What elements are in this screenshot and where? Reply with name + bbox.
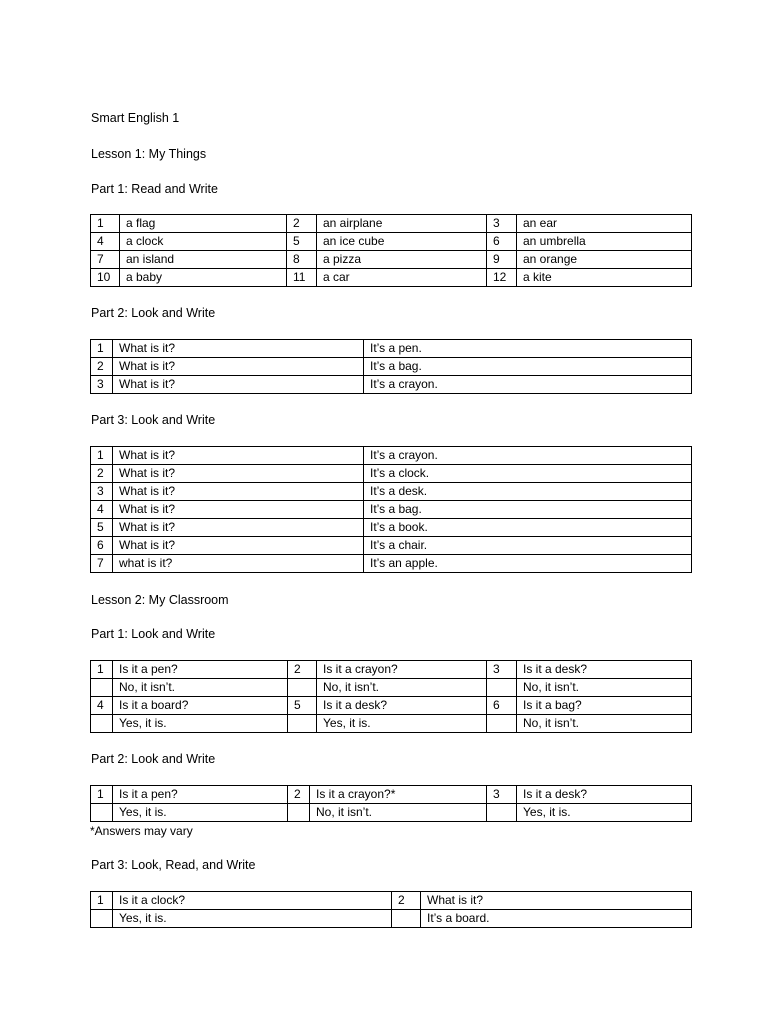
lesson1-part1-heading: Part 1: Read and Write [91, 182, 218, 196]
lesson2-heading: Lesson 2: My Classroom [91, 593, 229, 607]
table-cell: Is it a desk? [317, 697, 487, 715]
table-cell: No, it isn’t. [517, 715, 692, 733]
table-cell: Yes, it is. [113, 715, 288, 733]
lesson1-part3-table [90, 446, 692, 573]
table-cell: 10 [91, 269, 120, 287]
table-row [91, 447, 692, 465]
table-row [91, 358, 692, 376]
table-row [91, 519, 692, 537]
table-cell: 2 [392, 892, 421, 910]
table-cell: It’s a book. [364, 519, 692, 537]
table-cell: a baby [120, 269, 287, 287]
table-cell: Is it a desk? [517, 786, 692, 804]
table-cell: It’s an apple. [364, 555, 692, 573]
table-cell: What is it? [113, 340, 364, 358]
table-cell [487, 715, 517, 733]
table-cell: 2 [91, 358, 113, 376]
table-cell: a kite [517, 269, 692, 287]
table-cell: 2 [91, 465, 113, 483]
table-cell: 3 [487, 661, 517, 679]
table-cell: Is it a pen? [113, 786, 288, 804]
table-cell: Is it a bag? [517, 697, 692, 715]
table-row [91, 537, 692, 555]
table-cell: Is it a clock? [113, 892, 392, 910]
l1p1-body [91, 215, 692, 287]
table-cell: 3 [91, 376, 113, 394]
table-cell: 9 [487, 251, 517, 269]
table-cell: It’s a bag. [364, 501, 692, 519]
table-cell: 3 [91, 483, 113, 501]
table-cell: No, it isn’t. [317, 679, 487, 697]
table-cell: 5 [91, 519, 113, 537]
table-cell: 1 [91, 215, 120, 233]
lesson2-part1-table [90, 660, 692, 733]
table-cell: 4 [91, 501, 113, 519]
table-row [91, 340, 692, 358]
table-cell: 3 [487, 215, 517, 233]
lesson2-part2-heading: Part 2: Look and Write [91, 752, 216, 766]
table-row [91, 483, 692, 501]
table-row [91, 269, 692, 287]
table-cell: a pizza [317, 251, 487, 269]
table-cell: 7 [91, 555, 113, 573]
table-cell: What is it? [113, 358, 364, 376]
table-row [91, 786, 692, 804]
table-cell: What is it? [113, 447, 364, 465]
table-cell: No, it isn’t. [310, 804, 487, 822]
table-cell: a car [317, 269, 487, 287]
table-row [91, 555, 692, 573]
table-cell: an airplane [317, 215, 487, 233]
table-cell: 6 [487, 233, 517, 251]
l1p3-body [91, 447, 692, 573]
table-cell [91, 715, 113, 733]
table-row [91, 215, 692, 233]
table-cell: It’s a pen. [364, 340, 692, 358]
table-cell [288, 715, 317, 733]
table-cell: 11 [287, 269, 317, 287]
table-cell: 4 [91, 233, 120, 251]
table-cell: What is it? [113, 376, 364, 394]
table-cell: 6 [487, 697, 517, 715]
table-cell: Is it a crayon?* [310, 786, 487, 804]
table-cell: 2 [287, 215, 317, 233]
table-cell: 4 [91, 697, 113, 715]
table-cell [91, 679, 113, 697]
table-cell: What is it? [113, 501, 364, 519]
lesson1-heading: Lesson 1: My Things [91, 147, 207, 161]
table-cell: Is it a desk? [517, 661, 692, 679]
table-cell: 7 [91, 251, 120, 269]
table-cell: 1 [91, 786, 113, 804]
l2p3-body [91, 892, 692, 928]
table-row [91, 376, 692, 394]
table-cell: Yes, it is. [113, 910, 392, 928]
table-cell: an ice cube [317, 233, 487, 251]
l2p1-body [91, 661, 692, 733]
table-cell: 1 [91, 892, 113, 910]
table-cell: Yes, it is. [517, 804, 692, 822]
table-row [91, 804, 692, 822]
table-cell: It’s a crayon. [364, 447, 692, 465]
table-row [91, 501, 692, 519]
table-row [91, 715, 692, 733]
table-cell: Is it a board? [113, 697, 288, 715]
table-row [91, 251, 692, 269]
table-cell: What is it? [113, 465, 364, 483]
document-title: Smart English 1 [91, 111, 180, 125]
l1p2-body [91, 340, 692, 394]
table-cell: an ear [517, 215, 692, 233]
table-row [91, 233, 692, 251]
lesson1-part1-table [90, 214, 692, 287]
table-cell: an island [120, 251, 287, 269]
table-row [91, 697, 692, 715]
table-row [91, 910, 692, 928]
table-cell: 8 [287, 251, 317, 269]
table-cell [487, 679, 517, 697]
lesson2-part3-table [90, 891, 692, 928]
table-cell: It’s a crayon. [364, 376, 692, 394]
table-cell: 5 [287, 233, 317, 251]
table-cell: an umbrella [517, 233, 692, 251]
table-cell: what is it? [113, 555, 364, 573]
l2p2-body [91, 786, 692, 822]
table-cell: 1 [91, 447, 113, 465]
table-cell: What is it? [113, 519, 364, 537]
lesson2-part2-table [90, 785, 692, 822]
lesson1-part3-heading: Part 3: Look and Write [91, 413, 216, 427]
table-cell: 12 [487, 269, 517, 287]
table-row [91, 661, 692, 679]
table-cell: It’s a clock. [364, 465, 692, 483]
table-cell: Is it a crayon? [317, 661, 487, 679]
table-row [91, 892, 692, 910]
table-cell: 2 [288, 786, 310, 804]
table-cell: 1 [91, 661, 113, 679]
table-cell: It’s a desk. [364, 483, 692, 501]
table-cell: What is it? [113, 483, 364, 501]
table-cell: 5 [288, 697, 317, 715]
table-cell: No, it isn’t. [517, 679, 692, 697]
lesson2-part1-heading: Part 1: Look and Write [91, 627, 216, 641]
lesson1-part2-table [90, 339, 692, 394]
table-cell: It’s a board. [421, 910, 692, 928]
table-cell: 6 [91, 537, 113, 555]
table-cell: No, it isn’t. [113, 679, 288, 697]
table-cell: What is it? [113, 537, 364, 555]
table-cell: 1 [91, 340, 113, 358]
lesson1-part2-heading: Part 2: Look and Write [91, 306, 216, 320]
table-cell [288, 679, 317, 697]
table-cell: Yes, it is. [113, 804, 288, 822]
table-cell: Yes, it is. [317, 715, 487, 733]
table-cell: 3 [487, 786, 517, 804]
table-cell: a clock [120, 233, 287, 251]
table-row [91, 679, 692, 697]
table-cell: It’s a bag. [364, 358, 692, 376]
table-cell: an orange [517, 251, 692, 269]
table-cell [288, 804, 310, 822]
table-cell: Is it a pen? [113, 661, 288, 679]
table-cell [487, 804, 517, 822]
table-cell [392, 910, 421, 928]
table-cell [91, 910, 113, 928]
answers-note: *Answers may vary [90, 824, 193, 838]
table-cell: a flag [120, 215, 287, 233]
table-cell: It’s a chair. [364, 537, 692, 555]
table-cell [91, 804, 113, 822]
lesson2-part3-heading: Part 3: Look, Read, and Write [91, 858, 256, 872]
table-row [91, 465, 692, 483]
table-cell: What is it? [421, 892, 692, 910]
table-cell: 2 [288, 661, 317, 679]
